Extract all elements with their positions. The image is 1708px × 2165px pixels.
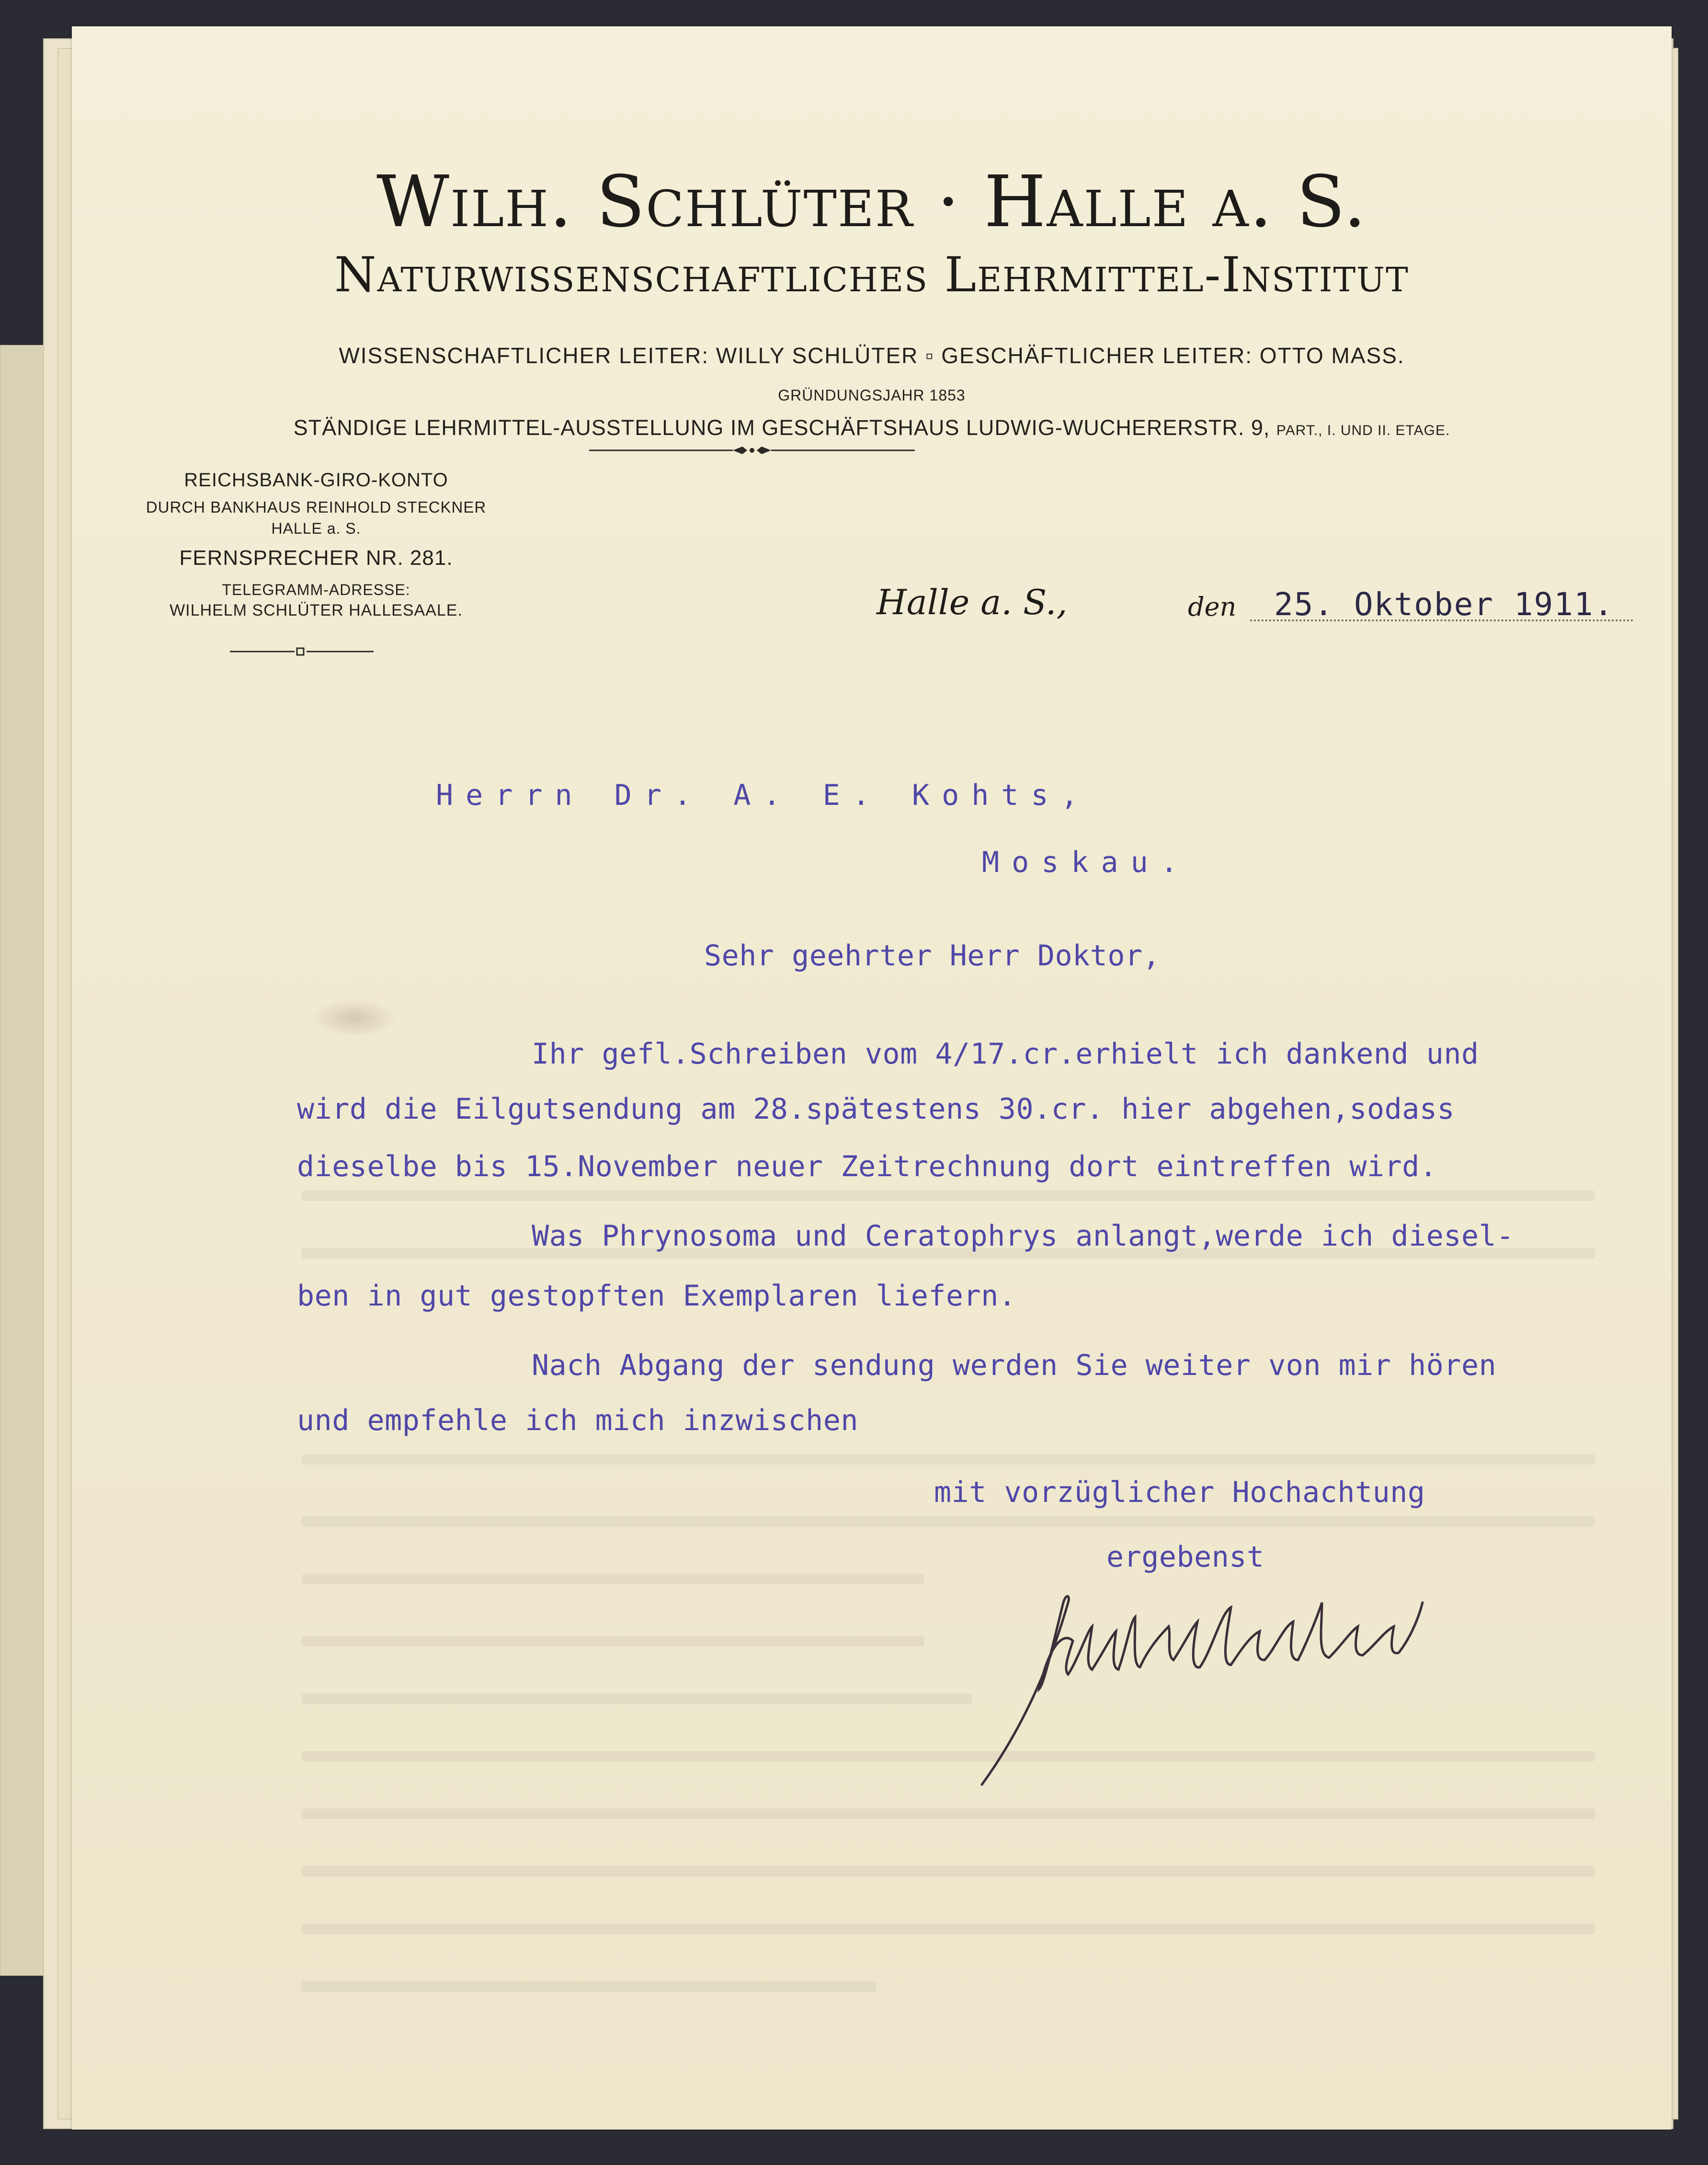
bleed-through-line xyxy=(302,1574,924,1584)
recipient-city: Moskau. xyxy=(982,846,1190,879)
letterhead-founded: GRÜNDUNGSJAHR 1853 xyxy=(778,387,966,404)
closing-ergebenst: ergebenst xyxy=(1106,1540,1264,1574)
body-line: dieselbe bis 15.November neuer Zeitrechnung dort eintreffen wird. xyxy=(297,1150,1437,1183)
letter-sheet xyxy=(72,26,1672,2130)
letterhead-leaders: WISSENSCHAFTLICHER LEITER: WILLY SCHLÜTER ▫ GESCHÄFTLICHER LEITER: OTTO MASS. xyxy=(339,343,1405,368)
bleed-through-line xyxy=(302,1454,1595,1465)
bleed-through-line xyxy=(302,1924,1595,1934)
letterhead-exhibition-text: STÄNDIGE LEHRMITTEL-AUSSTELLUNG IM GESCHÄFTSHAUS LUDWIG-WUCHERERSTR. 9, xyxy=(293,415,1270,440)
recipient-name: Herrn Dr. A. E. Kohts, xyxy=(436,779,1091,812)
telephone-number: FERNSPRECHER NR. 281. xyxy=(179,546,453,570)
letterhead-exhibition xyxy=(72,415,1672,440)
letterhead-ornament xyxy=(589,443,915,458)
letterhead-subtitle: Naturwissenschaftliches Lehrmittel-Institut xyxy=(334,247,1409,303)
body-line: Ihr gefl.Schreiben vom 4/17.cr.erhielt ich dankend und xyxy=(532,1037,1479,1071)
dateline-den: den xyxy=(1188,592,1237,622)
bank-account-label: REICHSBANK-GIRO-KONTO xyxy=(184,470,448,491)
paper-stain xyxy=(311,999,398,1037)
closing-phrase: mit vorzüglicher Hochachtung xyxy=(934,1476,1425,1509)
bleed-through-line xyxy=(302,1809,1595,1819)
bank-city: HALLE a. S. xyxy=(271,520,361,537)
dateline-place: Halle a. S., xyxy=(877,582,1068,622)
bleed-through-line xyxy=(302,1516,1595,1527)
letterhead-exhibition-floors: PART., I. UND II. ETAGE. xyxy=(1276,423,1450,438)
bank-house: DURCH BANKHAUS REINHOLD STECKNER xyxy=(146,498,487,516)
bleed-through-line xyxy=(302,1636,924,1647)
dateline-date: 25. Oktober 1911. xyxy=(1274,586,1614,623)
telegram-label: TELEGRAMM-ADRESSE: xyxy=(222,581,410,598)
body-line: Was Phrynosoma und Ceratophrys anlangt,werde ich diesel- xyxy=(532,1219,1514,1253)
body-line: wird die Eilgutsendung am 28.spätestens 30.cr. hier abgehen,sodass xyxy=(297,1092,1455,1126)
body-line: ben in gut gestopften Exemplaren liefern. xyxy=(297,1279,1016,1313)
bleed-through-line xyxy=(302,1191,1595,1201)
bleed-through-line xyxy=(302,1694,972,1704)
handwritten-signature xyxy=(924,1574,1499,1794)
dateline-dotted-rule xyxy=(1250,619,1633,621)
body-line: Nach Abgang der sendung werden Sie weiter von mir hören xyxy=(532,1349,1497,1382)
telegram-address: WILHELM SCHLÜTER HALLESAALE. xyxy=(170,601,463,619)
sender-block-ornament xyxy=(230,644,374,659)
salutation: Sehr geehrter Herr Doktor, xyxy=(704,939,1161,973)
bleed-through-line xyxy=(302,1981,877,1992)
letterhead-title: Wilh. Schlüter · Halle a. S. xyxy=(376,160,1367,243)
bleed-through-line xyxy=(302,1866,1595,1877)
dateline xyxy=(877,582,1643,625)
body-line: und empfehle ich mich inzwischen xyxy=(297,1404,858,1437)
